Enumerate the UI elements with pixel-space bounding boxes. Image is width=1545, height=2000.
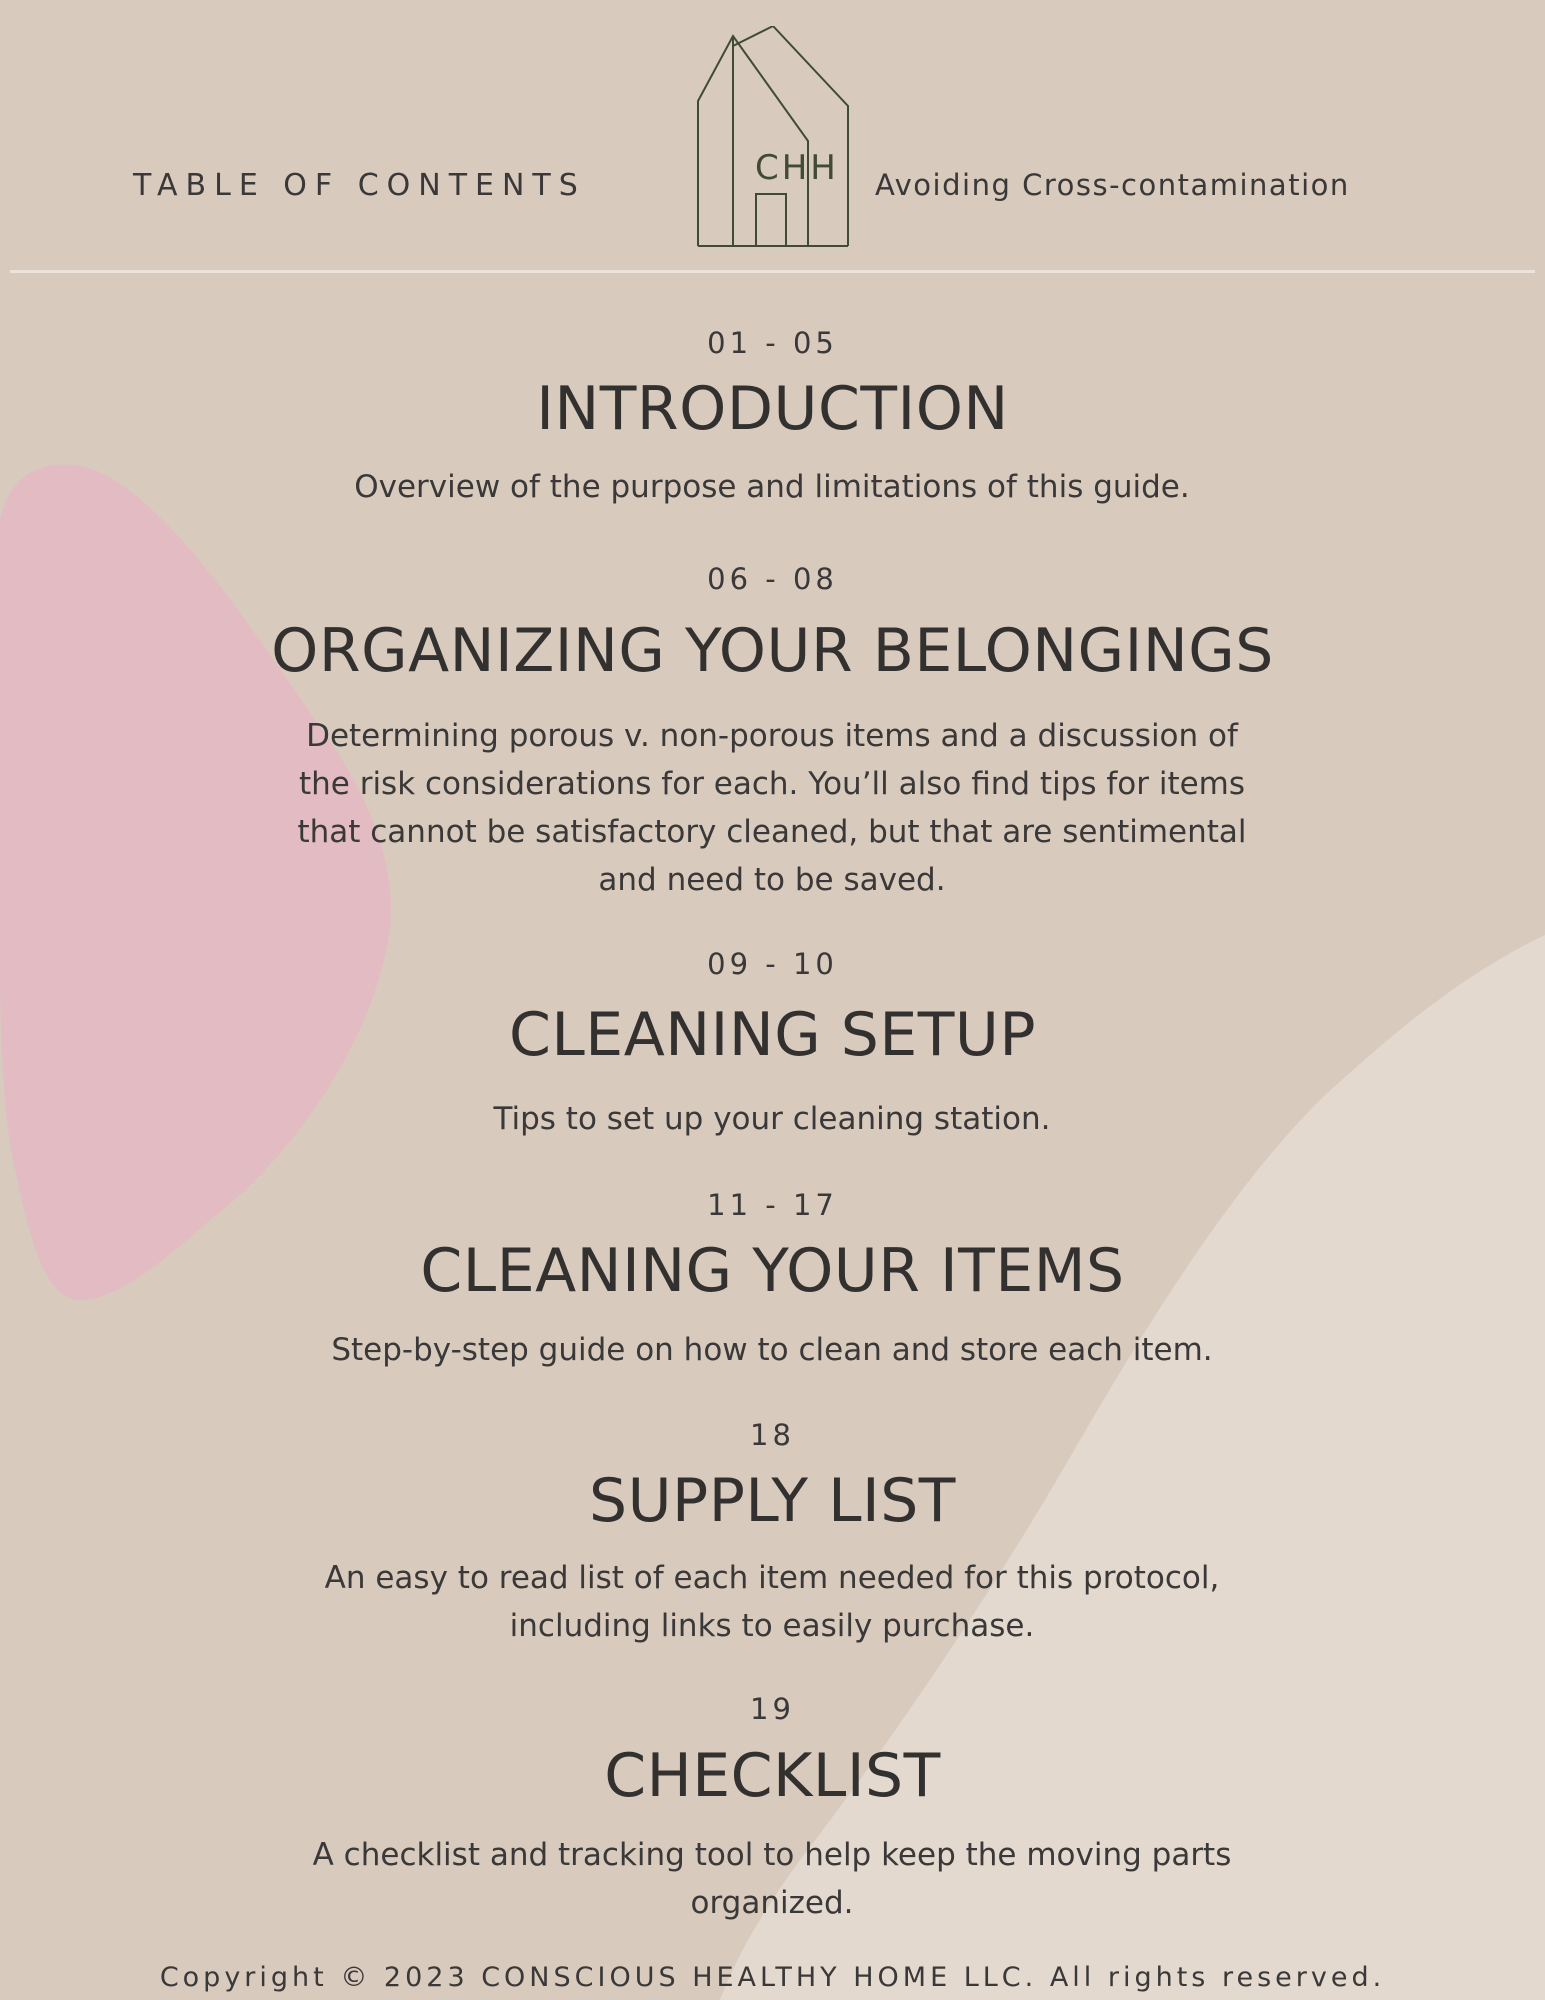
section-title: CLEANING YOUR ITEMS — [420, 1236, 1125, 1306]
section-pages: 09 - 10 — [707, 947, 838, 981]
section-description: Overview of the purpose and limitations of this guide. — [354, 469, 1190, 505]
copyright-footer: Copyright © 2023 CONSCIOUS HEALTHY HOME LLC. All rights reserved. — [159, 1962, 1386, 1993]
header-title: TABLE OF CONTENTS — [133, 168, 586, 203]
section-title: ORGANIZING YOUR BELONGINGS — [271, 616, 1274, 686]
header-divider — [10, 270, 1535, 273]
section-description: Step-by-step guide on how to clean and store each item. — [331, 1332, 1213, 1368]
section-description: An easy to read list of each item needed for this protocol, including links to easily purchase. — [324, 1560, 1220, 1644]
section-title: SUPPLY LIST — [589, 1466, 956, 1536]
section-title: CHECKLIST — [604, 1741, 941, 1811]
header — [0, 0, 1545, 275]
document-subtitle: Avoiding Cross-contamination — [875, 168, 1350, 202]
logo-text: CHH — [755, 148, 839, 188]
section-pages: 06 - 08 — [707, 562, 838, 596]
house-logo-icon — [693, 26, 853, 248]
section-pages: 11 - 17 — [707, 1188, 838, 1222]
section-pages: 01 - 05 — [707, 326, 838, 360]
section-description: A checklist and tracking tool to help keep the moving parts organized. — [312, 1837, 1232, 1921]
section-pages: 18 — [750, 1418, 795, 1452]
section-pages: 19 — [750, 1692, 795, 1726]
section-description: Tips to set up your cleaning station. — [493, 1101, 1051, 1137]
section-title: CLEANING SETUP — [508, 1000, 1037, 1070]
section-title: INTRODUCTION — [536, 374, 1009, 444]
section-description: Determining porous v. non-porous items and a discussion of the risk considerations for each. You’ll also find tips for items that cannot be satisfactory cleaned, but that are sentimental and need to be saved. — [297, 718, 1247, 898]
